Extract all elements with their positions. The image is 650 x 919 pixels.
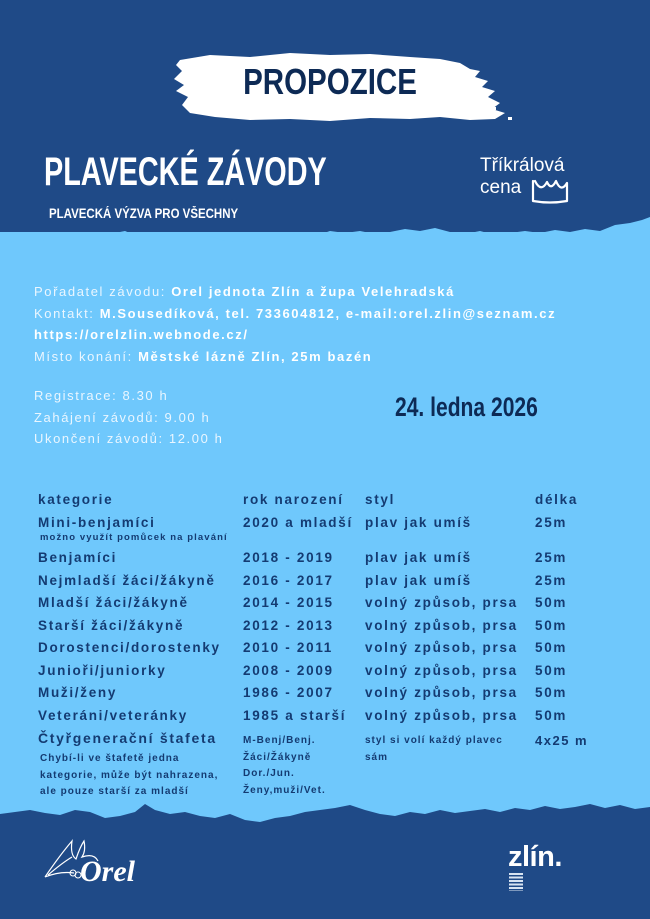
row-category: Muži/ženy [38, 685, 118, 700]
table-row [38, 661, 638, 684]
row-category: Mladší žáci/žákyně [38, 595, 189, 610]
row-style: volný způsob, prsa [365, 707, 518, 723]
row-category: Nejmladší žáci/žákyně [38, 572, 216, 588]
row-length: 25m [535, 514, 568, 530]
table-row [38, 616, 638, 639]
row-style: volný způsob, prsa [365, 640, 518, 655]
venue-label: Místo konání: [34, 348, 133, 364]
contact-value: M.Sousedíková, tel. 733604812, e-mail:orel.zlin@seznam.cz [99, 305, 557, 321]
zlin-logo-text: zlín. [508, 841, 562, 873]
relay-description [40, 751, 218, 801]
table-row [38, 571, 638, 594]
torn-edge-top [0, 215, 650, 255]
row-style: volný způsob, prsa [365, 617, 518, 633]
table-row [38, 706, 638, 729]
contact-line [34, 303, 556, 325]
brand-trikralova-cena [480, 155, 571, 199]
row-length: 50m [535, 685, 568, 700]
zlin-logo-bars [509, 873, 523, 891]
website-link[interactable]: https://orelzlin.webnode.cz/ [34, 327, 249, 342]
row-years: 2008 - 2009 [243, 662, 334, 678]
event-subheading: PLAVECKÁ VÝZVA PRO VŠECHNY [49, 206, 239, 221]
relay-style: styl si volí každý plavec sám [365, 735, 503, 763]
event-date: 24. ledna 2026 [395, 392, 538, 422]
event-info [34, 281, 556, 367]
registration-time: Registrace: 8.30 h [34, 388, 169, 403]
relay-years [243, 733, 326, 799]
row-years: 2012 - 2013 [243, 617, 334, 633]
end-time: Ukončení závodů: 12.00 h [34, 431, 224, 446]
table-row [38, 638, 638, 661]
row-category: Mini-benjamíci [38, 514, 156, 530]
row-style: volný způsob, prsa [365, 595, 518, 610]
row-length: 50m [535, 707, 568, 723]
crown-icon [529, 177, 571, 205]
row-style: plav jak umíš [365, 572, 472, 588]
row-length: 25m [535, 550, 568, 565]
relay-years-line: Ženy,muži/Vet. [243, 784, 326, 796]
table-row [38, 548, 638, 571]
row-length: 50m [535, 617, 568, 633]
header-years: rok narození [243, 492, 344, 507]
row-style: plav jak umíš [365, 550, 472, 565]
row-category: Dorostenci/dorostenky [38, 640, 221, 655]
header-category: kategorie [38, 492, 114, 507]
orel-logo [40, 835, 165, 885]
row-years: 2016 - 2017 [243, 572, 334, 588]
relay-years-line: Dor./Jun. [243, 768, 295, 779]
table-row [38, 683, 638, 706]
row-years: 2010 - 2011 [243, 640, 334, 655]
brand-line-1: Tříkrálová [480, 155, 565, 176]
relay-row [38, 728, 638, 798]
row-years: 2020 a mladší [243, 514, 353, 530]
relay-length: 4x25 m [535, 733, 589, 748]
event-heading: PLAVECKÉ ZÁVODY [44, 150, 327, 194]
row-note-text: možno využít pomůcek na plavání [40, 532, 228, 543]
row-style: volný způsob, prsa [365, 662, 518, 678]
row-length: 25m [535, 572, 568, 588]
row-length: 50m [535, 640, 568, 655]
organizer-value: Orel jednota Zlín a župa Velehradská [171, 284, 455, 299]
organizer-label: Pořadatel závodu: [34, 284, 166, 299]
organizer-line [34, 281, 556, 303]
relay-desc-line: ale pouze starší za mladší [40, 786, 189, 797]
schedule [34, 385, 223, 450]
row-category: Junioři/juniorky [38, 662, 167, 678]
row-style: volný způsob, prsa [365, 685, 518, 700]
relay-desc-line: Chybí-li ve štafetě jedna [40, 753, 180, 764]
row-years: 2014 - 2015 [243, 595, 334, 610]
categories-table [38, 490, 638, 798]
row-years: 2018 - 2019 [243, 550, 334, 565]
start-time: Zahájení závodů: 9.00 h [34, 409, 211, 425]
orel-logo-text: Orel [80, 855, 135, 885]
brand-line-2: cena [480, 177, 522, 198]
header-style: styl [365, 492, 396, 507]
row-category: Veteráni/veteránky [38, 707, 188, 723]
table-row [38, 593, 638, 616]
relay-years-line: Žáci/Žákyně [243, 751, 312, 763]
row-style: plav jak umíš [365, 514, 472, 530]
zlin-logo [508, 843, 562, 891]
row-length: 50m [535, 662, 568, 678]
venue-line [34, 346, 556, 368]
row-length: 50m [535, 595, 568, 610]
relay-category: Čtyřgenerační štafeta [38, 730, 217, 746]
row-years: 1986 - 2007 [243, 685, 334, 700]
row-category: Starší žáci/žákyně [38, 617, 185, 633]
row-years: 1985 a starší [243, 707, 347, 723]
table-header [38, 490, 638, 513]
row-note [38, 532, 638, 548]
relay-years-line: M-Benj/Benj. [243, 735, 316, 746]
contact-label: Kontakt: [34, 305, 95, 321]
venue-value: Městské lázně Zlín, 25m bazén [138, 348, 373, 364]
page-title: PROPOZICE [243, 61, 417, 102]
relay-desc-line: kategorie, může být nahrazena, [40, 769, 219, 781]
row-category: Benjamíci [38, 550, 118, 565]
header-length: délka [535, 492, 579, 507]
